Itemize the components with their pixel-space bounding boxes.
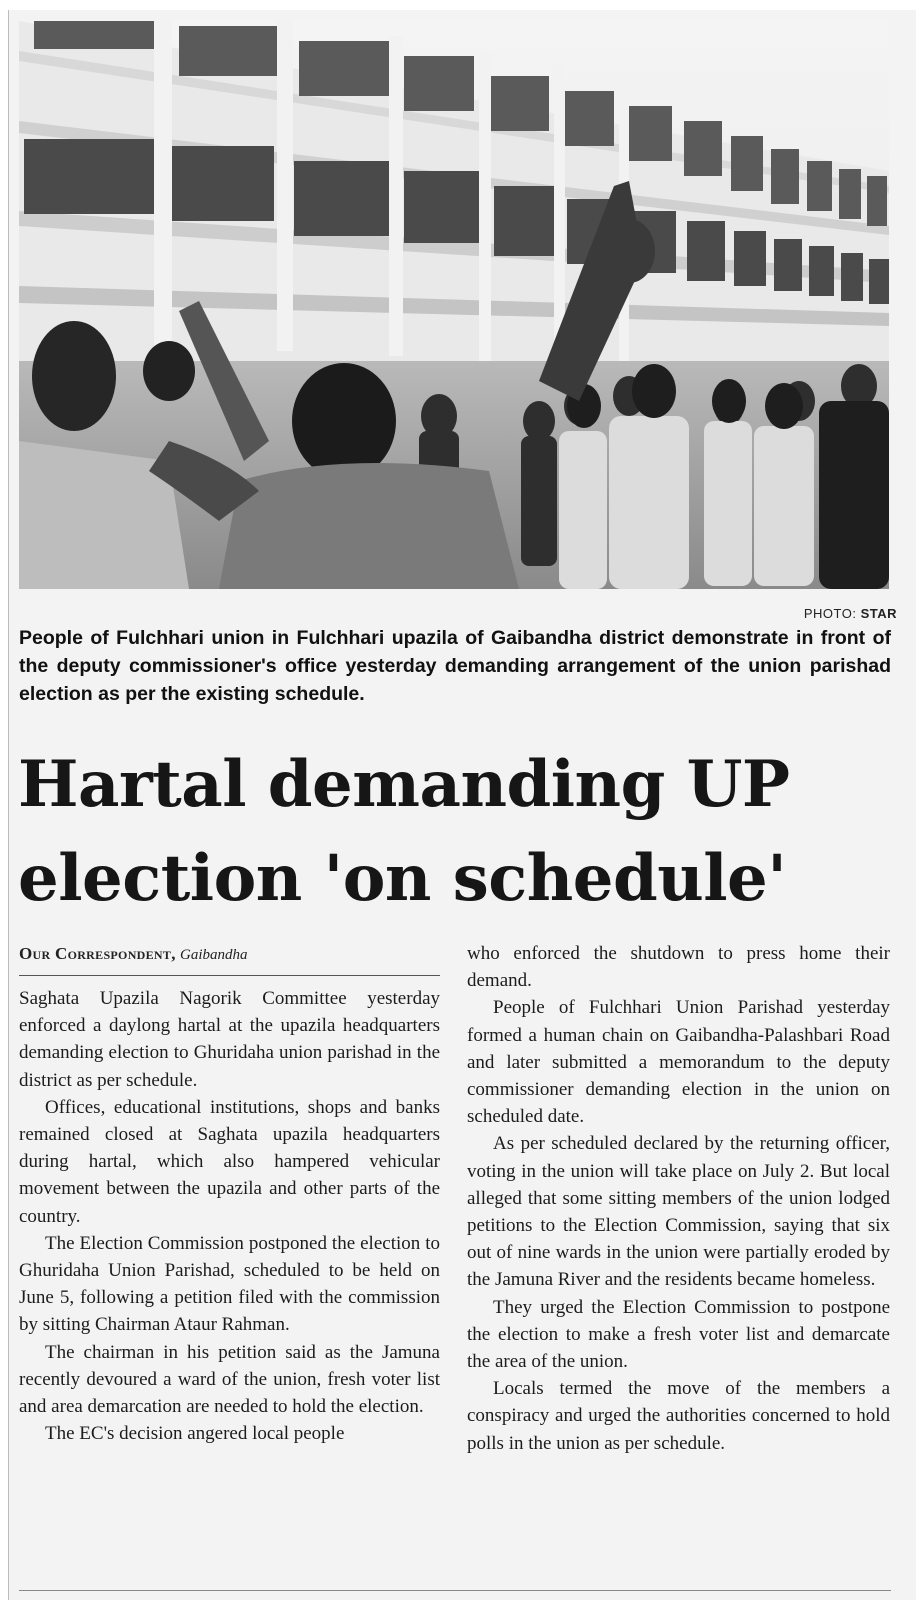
article-paragraph: People of Fulchhari Union Parishad yesterday formed a human chain on Gaibandha-Palashbari Road and later submitted a memorandum to the deputy commissioner demanding election in the union on scheduled date.	[467, 997, 890, 1128]
byline-rule	[19, 975, 440, 976]
article-headline: Hartal demanding UP election 'on schedule'	[18, 747, 790, 916]
photo-credit-prefix: PHOTO:	[803, 606, 861, 621]
photo-credit	[804, 606, 897, 621]
byline-name: Our Correspondent,	[19, 944, 176, 963]
bottom-rule	[19, 1590, 891, 1591]
article-paragraph: They urged the Election Commission to postpone the election to make a fresh voter list and demarcate the area of the union.	[467, 1296, 890, 1373]
article-paragraph: who enforced the shutdown to press home their demand.	[467, 943, 890, 992]
article-paragraph: Offices, educational institutions, shops and banks remained closed at Saghata upazila headquarters during hartal, which also hampered vehicular movement between the upazila and other parts of the country.	[19, 1096, 440, 1227]
byline-location: Gaibandha	[180, 947, 248, 963]
photo-credit-source: STAR	[860, 606, 897, 621]
article-paragraph: As per scheduled declared by the returning officer, voting in the union will take place on July 2. But local alleged that some sitting members of the union lodged petitions to the Election Commission, saying that six out of nine wards in the union were partially eroded by the Jamuna River and the residents became homeless.	[467, 1133, 890, 1291]
article-column-1	[19, 985, 440, 1447]
article-column-2	[467, 940, 890, 1457]
article-paragraph: The EC's decision angered local people	[45, 1423, 345, 1445]
article-paragraph: The chairman in his petition said as the Jamuna recently devoured a ward of the union, fresh voter list and area demarcation are needed to hold the election.	[19, 1341, 440, 1418]
article-paragraph: Saghata Upazila Nagorik Committee yesterday enforced a daylong hartal at the upazila headquarters demanding election to Ghuridaha union parishad in the district as per schedule.	[19, 988, 440, 1091]
byline	[19, 944, 439, 964]
photo-caption: People of Fulchhari union in Fulchhari upazila of Gaibandha district demonstrate in front of the deputy commissioner's office yesterday demanding arrangement of the union parishad election as per the existing schedule.	[19, 627, 891, 705]
protest-photo-illustration	[19, 21, 889, 589]
news-photo	[19, 21, 889, 589]
article-paragraph: Locals termed the move of the members a conspiracy and urged the authorities concerned to hold polls in the union as per schedule.	[467, 1378, 890, 1454]
article-paragraph: The Election Commission postponed the election to Ghuridaha Union Parishad, scheduled to be held on June 5, following a petition filed with the commission by sitting Chairman Ataur Rahman.	[19, 1232, 440, 1336]
